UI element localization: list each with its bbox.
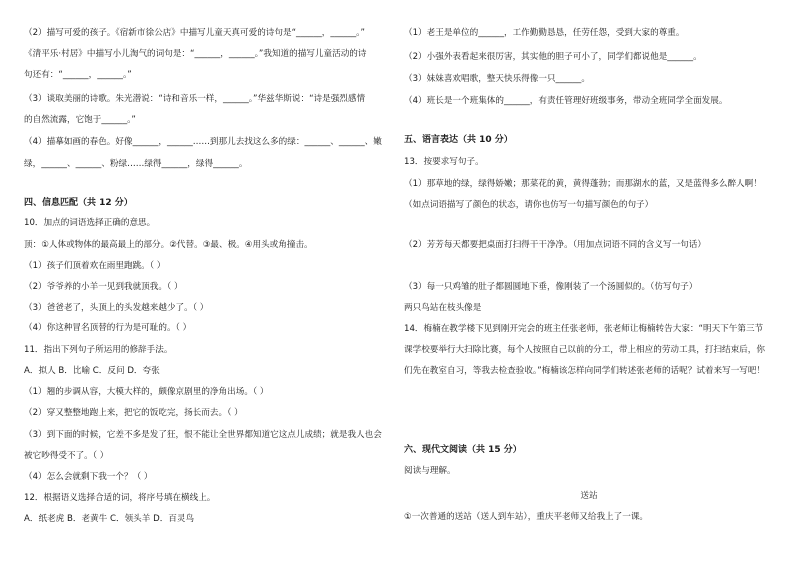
- options-line: A．拟人 B．比喻 C．反问 D．夸张: [24, 366, 160, 376]
- text-line: （2）爷爷养的小羊一见到我就顶我。（ ）: [24, 282, 183, 292]
- text-line: 们先在教室自习，等我去检查验收。”梅楠该怎样向同学们转述张老师的话呢？试着来写一写吧！: [404, 366, 766, 376]
- text-line: （1）孩子们顶着欢在雨里跑跳。（ ）: [24, 261, 166, 271]
- question-title: 14．梅楠在教学楼下见到刚开完会的班主任张老师，张老师让梅楠转告大家：“明天下午第三节: [404, 324, 764, 334]
- text-line: （3）到下面的时候，它差不多是发了狂，恨不能让全世界都知道它这点儿成绩；就是我人也会: [24, 430, 382, 440]
- text-line: 绿，______、______、粉绿……绿得______，绿得______。: [24, 159, 248, 169]
- text-line: 顶：①人体或物体的最高最上的部分。②代替。③最、极。④用头或角撞击。: [24, 240, 313, 250]
- section-heading: 五、语言表达（共 10 分）: [404, 135, 513, 145]
- text-line: （2）描写可爱的孩子。《宿新市徐公店》中描写儿童天真可爱的诗句是“______，______。”: [24, 28, 365, 38]
- text-line: 课学校要举行大扫除比赛，每个人按照自己以前的分工，带上相应的劳动工具，打扫结束后，你: [404, 345, 765, 355]
- text-line: （4）描摹如画的春色。好像______，______……到那儿去找这么多的绿：______、______、嫩: [24, 137, 382, 147]
- text-line: （2）穿又整整地跑上来，把它的饭吃完，扬长而去。（ ）: [24, 408, 243, 418]
- question-title: 12．根据语义选择合适的词，将序号填在横线上。: [24, 493, 216, 503]
- text-line: （1）老王是单位的______，工作勤勤恳恳，任劳任怨，受到大家的尊重。: [404, 28, 685, 38]
- text-line: （如点词语描写了颜色的状态，请你也仿写一句描写颜色的句子）: [404, 200, 654, 210]
- text-line: ①一次普通的送站（送人到车站），重庆平老师又给我上了一课。: [404, 512, 649, 522]
- text-line: 被它吵得受不了。（ ）: [24, 451, 109, 461]
- text-line: （2）芳芳每天都要把桌面打扫得干干净净。（用加点词语不同的含义写一句话）: [404, 240, 706, 250]
- text-line: （1）那草地的绿，绿得娇嫩；那菜花的黄，黄得蓬勃；而那湖水的蓝，又是蓝得多么醉人啊！: [404, 179, 762, 189]
- question-title: 11．指出下列句子所运用的修辞手法。: [24, 345, 173, 355]
- text-line: 阅读与理解。: [404, 466, 456, 476]
- text-line: （3）谈取美丽的诗歌。朱光潜说：“诗和音乐一样，______。”华兹华斯说：“诗是强烈感情: [24, 94, 366, 104]
- text-line: 《清平乐·村居》中描写小儿淘气的词句是：“______，______。”我知道的描写儿童活动的诗: [24, 49, 367, 59]
- text-line: （3）妹妹喜欢唱歌，整天快乐得像一只______。: [404, 74, 590, 84]
- text-line: （3）每一只鸡雏的肚子都圆圆地下垂，像刚装了一个汤圆似的。（仿写句子）: [404, 282, 698, 292]
- text-line: （4）你这种冒名顶替的行为是可耻的。（ ）: [24, 323, 192, 333]
- text-line: （3）爸爸老了，头顶上的头发越来越少了。（ ）: [24, 303, 209, 313]
- options-line: A．纸老虎 B．老黄牛 C．领头羊 D．百灵鸟: [24, 514, 195, 524]
- passage-title: 送站: [580, 491, 598, 501]
- question-title: 10．加点的词语选择正确的意思。: [24, 218, 156, 228]
- text-line: （4）班长是一个班集体的______，有责任管理好班级事务，带动全班同学全面发展。: [404, 96, 728, 106]
- text-line: （1）翘的步调从容，大模大样的，颇像京剧里的净角出场。（ ）: [24, 387, 269, 397]
- text-line: （2）小强外表看起来很厉害，其实他的胆子可小了，同学们都说他是______。: [404, 52, 702, 62]
- question-title: 13．按要求写句子。: [404, 157, 484, 167]
- text-line: 句还有：“______，______。”: [24, 70, 132, 80]
- text-line: （4）怎么会就剩下我一个？（ ）: [24, 472, 153, 482]
- text-line: 的自然流露，它饱于______。”: [24, 115, 136, 125]
- section-heading: 四、信息匹配（共 12 分）: [24, 198, 133, 208]
- section-heading: 六、现代文阅读（共 15 分）: [404, 445, 522, 455]
- text-line: 两只鸟站在枝头像是: [404, 303, 482, 313]
